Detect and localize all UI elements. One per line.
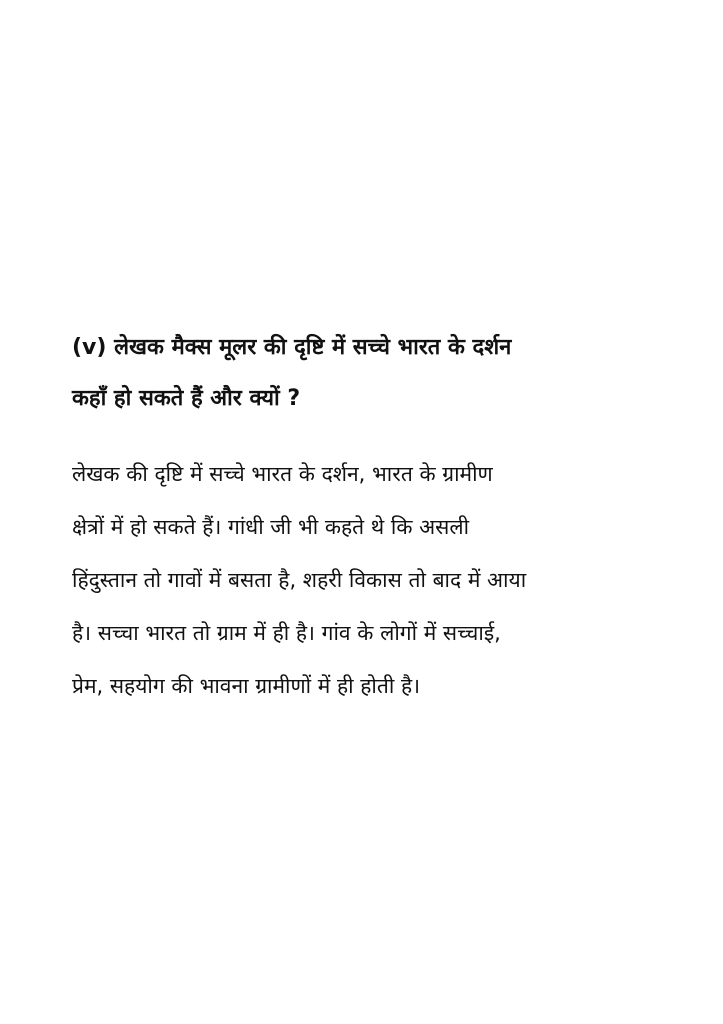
answer-line: क्षेत्रों में हो सकते हैं। गांधी जी भी कहते थे कि असली xyxy=(72,515,470,539)
answer-paragraph xyxy=(72,462,672,727)
answer-line: प्रेम, सहयोग की भावना ग्रामीणों में ही होती है। xyxy=(72,674,421,698)
answer-line: लेखक की दृष्टि में सच्चे भारत के दर्शन, भारत के ग्रामीण xyxy=(72,462,493,486)
question-line: (v) लेखक मैक्स मूलर की दृष्टि में सच्चे भारत के दर्शन xyxy=(72,335,512,360)
answer-line: हिंदुस्तान तो गावों में बसता है, शहरी विकास तो बाद में आया xyxy=(72,568,527,592)
question-line: कहाँ हो सकते हैं और क्यों ? xyxy=(72,386,301,411)
answer-line: है। सच्चा भारत तो ग्राम में ही है। गांव के लोगों में सच्चाई, xyxy=(72,621,501,645)
question-heading xyxy=(72,336,662,438)
